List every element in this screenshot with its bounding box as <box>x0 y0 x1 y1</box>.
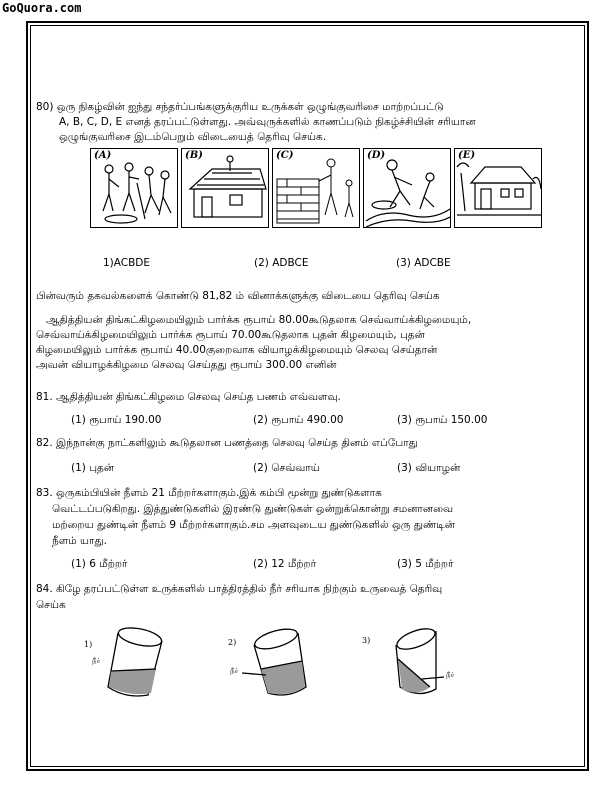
passage-line1: ஆதித்தியன் திங்கட்கிழமையிலும் பார்க்க ரூபாய் 80.00கூடுதலாக செவ்வாய்க்கிழமையும், <box>46 314 472 326</box>
q84-text-line1: 84. கிழே தரப்பட்டுள்ள உருக்களில் பாத்திரத்தில் நீர் சரியாக நிற்கும் உருவைத் தெரிவு <box>36 583 443 595</box>
scene-c-label: (C) <box>276 150 294 161</box>
q80-text-line2: A, B, C, D, E எனத் தரப்பட்டுள்ளது. அவ்வுருக்களில் காணப்படும் நிகழ்ச்சியின் சரியான <box>59 116 476 128</box>
q83-option-1[interactable]: (1) 6 மீற்றர் <box>71 558 128 570</box>
q83-text-line4: நீளம் யாது. <box>52 535 107 547</box>
q84-figure-2-number: 2) <box>228 638 237 647</box>
scene-e-label: (E) <box>458 150 476 161</box>
q83-text-line1: 83. ஒருகம்பியின் நீளம் 21 மீற்றர்களாகும்.இக் கம்பி மூன்று துண்டுகளாக <box>36 487 382 499</box>
q82-option-2[interactable]: (2) செவ்வாய் <box>253 462 320 474</box>
q80-text-line3: ஒழுங்குவரிசை இடம்பெறும் விடையைத் தெரிவு செய்க. <box>59 131 327 143</box>
q83-text-line2: வெட்டப்படுகிறது. இத்துண்டுகளில் இரண்டு துண்டுகள் ஒன்றுக்கொன்று சமனானவை <box>52 503 454 515</box>
q80-text-line1: 80) ஒரு நிகழ்வின் ஐந்து சந்தர்ப்பங்களுக்குரிய உருக்கள் ஒழுங்குவரிசை மாற்றப்பட்டு <box>36 101 444 113</box>
q82-option-3[interactable]: (3) வியாழன் <box>397 462 461 474</box>
q84-figure-3-tilted-cup[interactable] <box>378 625 458 705</box>
q83-option-3[interactable]: (3) 5 மீற்றர் <box>397 558 454 570</box>
q84-figure-1-tilted-cup[interactable] <box>96 625 176 705</box>
q84-figure-2-tilted-cup[interactable] <box>240 625 320 705</box>
q83-text-line3: மற்றைய துண்டின் நீளம் 9 மீற்றர்களாகும்.சம அளவுடைய துண்டுகளில் ஒரு துண்டின் <box>52 519 455 531</box>
q84-figure-3-number: 3) <box>362 636 371 645</box>
scene-a <box>90 148 178 228</box>
q80-option-3[interactable]: (3) ADCBE <box>396 257 451 269</box>
q84-text-line2: செய்க <box>36 599 66 611</box>
q80-option-2[interactable]: (2) ADBCE <box>254 257 309 269</box>
q81-option-1[interactable]: (1) ரூபாய் 190.00 <box>71 414 162 426</box>
q81-text: 81. ஆதித்தியன் திங்கட்கிழமை செலவு செய்த பணம் எவ்வளவு. <box>36 391 341 403</box>
scene-d <box>363 148 451 228</box>
q82-text: 82. இந்நான்கு நாட்களிலும் கூடுதலான பணத்தை செலவு செய்த தினம் எப்போது <box>36 437 418 449</box>
site-watermark: GoQuora.com <box>2 1 82 15</box>
scene-b <box>181 148 269 228</box>
q84-figure-1-water-label: நீர் <box>92 657 101 665</box>
passage-line4: அவன் வியாழக்கிழமை செலவு செய்தது ரூபாய் 300.00 எனின் <box>36 359 337 371</box>
q81-option-2[interactable]: (2) ரூபாய் 490.00 <box>253 414 344 426</box>
q83-option-2[interactable]: (2) 12 மீற்றர் <box>253 558 317 570</box>
scene-c <box>272 148 360 228</box>
q84-figure-2-water-label: நீர் <box>230 667 239 675</box>
q80-option-1[interactable]: 1)ACBDE <box>103 257 151 269</box>
q81-option-3[interactable]: (3) ரூபாய் 150.00 <box>397 414 488 426</box>
passage-line3: கிழமையிலும் பார்க்க ரூபாய் 40.00குறைவாக வியாழக்கிழமையும் செலவு செய்தான் <box>36 344 438 356</box>
passage-line2: செவ்வாய்க்கிழமையிலும் பார்க்க ரூபாய் 70.00கூடுதலாக புதன் கிழமையும், புதன் <box>36 329 425 341</box>
q84-figure-3-water-label: நீர் <box>446 671 455 679</box>
intro-text: பின்வரும் தகவல்களைக் கொண்டு 81,82 ம் வினாக்களுக்கு விடையை தெரிவு செய்க <box>36 290 440 302</box>
scene-e <box>454 148 542 228</box>
scene-a-label: (A) <box>94 150 112 161</box>
q82-option-1[interactable]: (1) புதன் <box>71 462 115 474</box>
q84-figure-1-number: 1) <box>84 640 93 649</box>
scene-b-label: (B) <box>185 150 203 161</box>
scene-d-label: (D) <box>367 150 386 161</box>
